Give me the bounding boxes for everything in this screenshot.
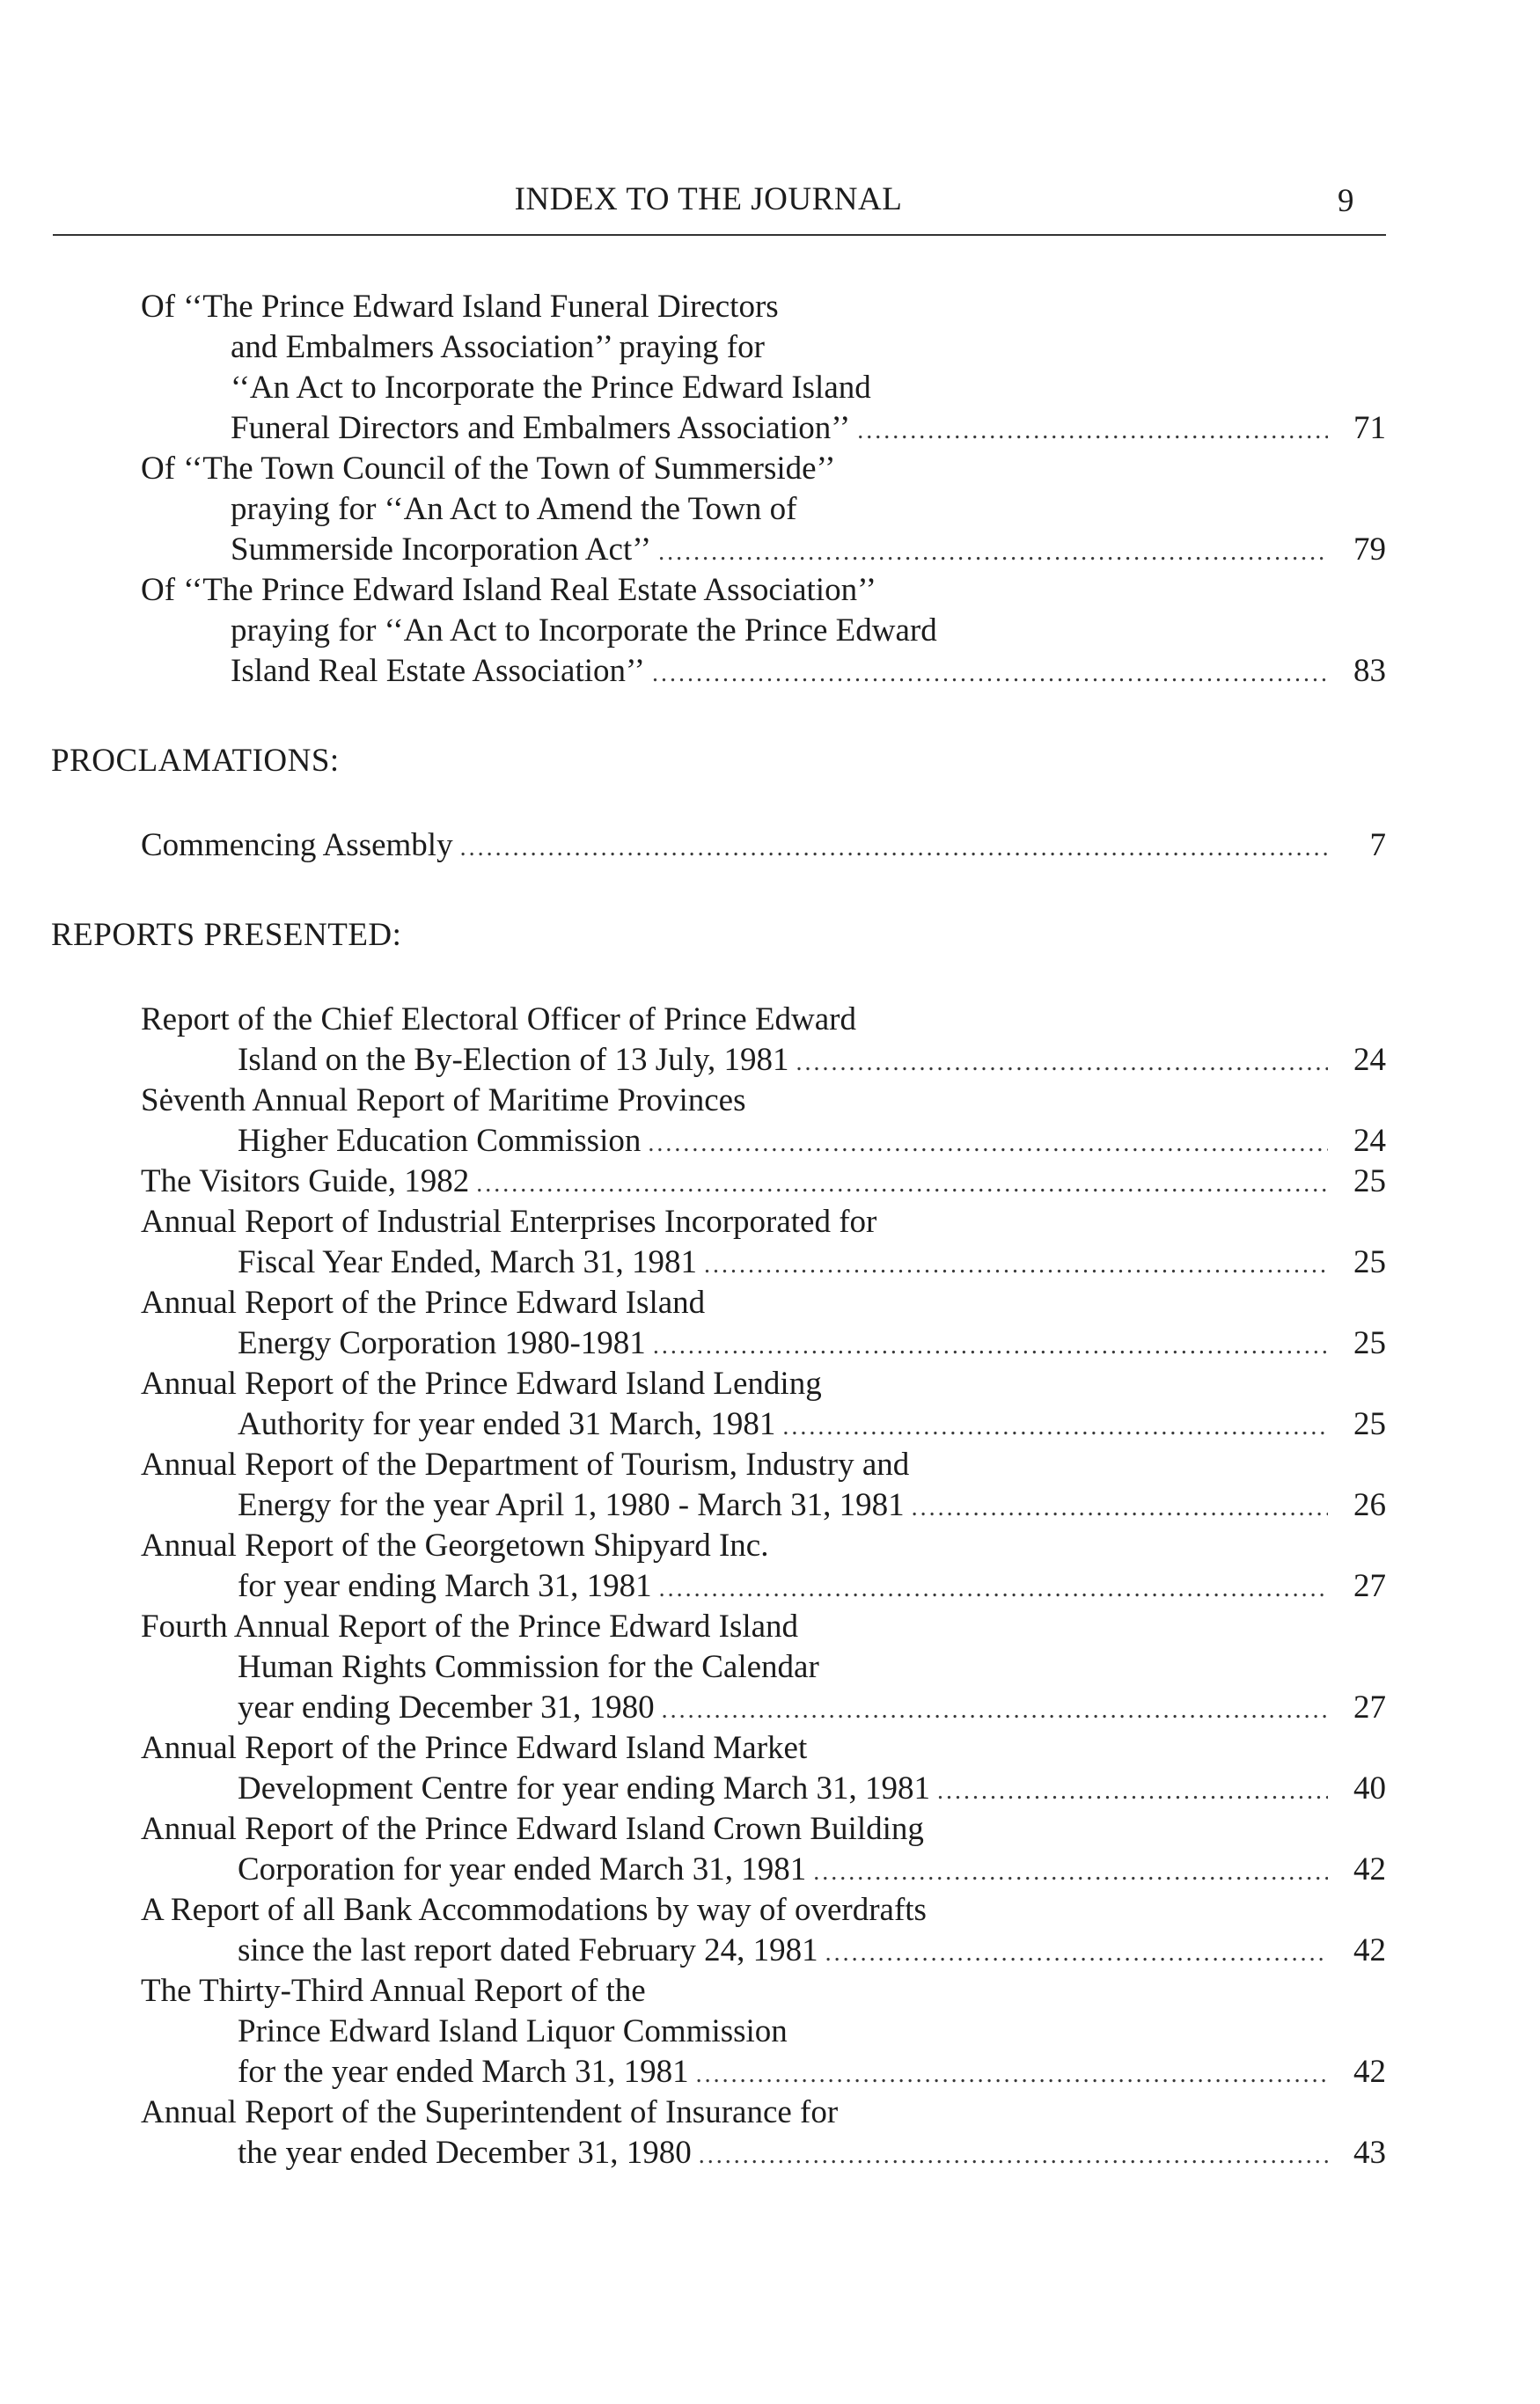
- dot-leader: [782, 1407, 1328, 1448]
- proclamations-list: [0, 825, 1540, 866]
- entry-page-reference: 26: [1353, 1487, 1386, 1523]
- entry-text: Authority for year ended 31 March, 1981: [238, 1406, 776, 1442]
- entry-title-line: [0, 825, 1386, 866]
- index-entry: [0, 570, 1540, 692]
- entry-title-line: [0, 1809, 1540, 1850]
- entry-text: Sėventh Annual Report of Maritime Provinces: [141, 1082, 746, 1118]
- entry-text: Annual Report of Industrial Enterprises Incorporated for: [141, 1204, 877, 1240]
- entry-text: Of ‘‘The Prince Edward Island Funeral Directors: [141, 289, 779, 325]
- entry-text: Prince Edward Island Liquor Commission: [238, 2013, 788, 2049]
- dot-leader: [912, 1488, 1328, 1528]
- entry-text: Annual Report of the Prince Edward Island Lending: [141, 1366, 822, 1402]
- entry-text: The Visitors Guide, 1982: [141, 1163, 470, 1199]
- entry-page-reference: 79: [1353, 531, 1386, 568]
- entry-continuation-line: [0, 1647, 1540, 1688]
- entry-page-reference: 27: [1353, 1568, 1386, 1604]
- entry-page-reference: 7: [1369, 827, 1386, 863]
- index-entry: [0, 2093, 1540, 2173]
- entry-page-reference: 24: [1353, 1042, 1386, 1078]
- dot-leader: [653, 1326, 1328, 1367]
- dot-leader: [796, 1043, 1328, 1083]
- dot-leader: [704, 1245, 1328, 1286]
- entry-text: since the last report dated February 24, 1981: [238, 1932, 818, 1968]
- entry-text: Fiscal Year Ended, March 31, 1981: [238, 1244, 698, 1280]
- page-title: INDEX TO THE JOURNAL: [514, 181, 903, 217]
- dot-leader: [825, 1933, 1328, 1974]
- entry-page-reference: 25: [1353, 1406, 1386, 1442]
- entry-title-line: [0, 287, 1540, 327]
- entry-title-line: [0, 1607, 1540, 1647]
- dot-leader: [652, 654, 1328, 694]
- index-entry: [0, 449, 1540, 570]
- entry-title-line: [0, 449, 1540, 489]
- entry-continuation-line: [0, 2012, 1540, 2052]
- entry-continuation-line: [0, 408, 1386, 449]
- entry-continuation-line: [0, 1688, 1386, 1728]
- entry-text: Annual Report of the Prince Edward Island Market: [141, 1730, 808, 1766]
- entry-title-line: [0, 570, 1540, 611]
- section-heading-proclamations: PROCLAMATIONS:: [51, 743, 340, 779]
- index-entry: [0, 287, 1540, 449]
- entry-page-reference: 25: [1353, 1163, 1386, 1199]
- entry-page-reference: 27: [1353, 1689, 1386, 1726]
- dot-leader: [648, 1124, 1328, 1164]
- entry-text: Annual Report of the Prince Edward Island Crown Building: [141, 1811, 924, 1847]
- running-head: [0, 172, 1540, 224]
- index-entry: [0, 1809, 1540, 1890]
- entry-title-line: [0, 1283, 1540, 1323]
- dot-leader: [658, 532, 1328, 573]
- entry-continuation-line: [0, 651, 1386, 692]
- petitions-continued-list: [0, 287, 1540, 692]
- entry-page-reference: 25: [1353, 1244, 1386, 1280]
- entry-page-reference: 25: [1353, 1325, 1386, 1361]
- entry-continuation-line: [0, 327, 1540, 368]
- section-heading-reports-presented: REPORTS PRESENTED:: [51, 917, 402, 953]
- entry-text: for the year ended March 31, 1981: [238, 2054, 689, 2090]
- entry-continuation-line: [0, 1404, 1386, 1445]
- index-entry: [0, 825, 1540, 866]
- entry-title-line: [0, 2093, 1540, 2133]
- entry-continuation-line: [0, 1121, 1386, 1162]
- index-entry: [0, 1445, 1540, 1526]
- entry-title-line: [0, 1526, 1540, 1566]
- entry-text: Of ‘‘The Prince Edward Island Real Estate Association’’: [141, 572, 876, 608]
- entry-continuation-line: [0, 1242, 1386, 1283]
- entry-page-reference: 43: [1353, 2135, 1386, 2171]
- dot-leader: [699, 2136, 1328, 2176]
- entry-title-line: [0, 1364, 1540, 1404]
- dot-leader: [857, 411, 1328, 451]
- reports-presented-list: [0, 1000, 1540, 2173]
- entry-text: Higher Education Commission: [238, 1123, 642, 1159]
- entry-text: and Embalmers Association’’ praying for: [231, 329, 765, 365]
- entry-page-reference: 83: [1353, 653, 1386, 689]
- entry-text: Energy for the year April 1, 1980 - March 31, 1981: [238, 1487, 905, 1523]
- dot-leader: [460, 828, 1328, 869]
- index-entry: [0, 1971, 1540, 2093]
- entry-continuation-line: [0, 368, 1540, 408]
- entry-continuation-line: [0, 2133, 1386, 2173]
- index-entry: [0, 1081, 1540, 1162]
- index-entry: [0, 1162, 1540, 1202]
- entry-text: A Report of all Bank Accommodations by way of overdrafts: [141, 1892, 927, 1928]
- entry-text: Island on the By-Election of 13 July, 1981: [238, 1042, 789, 1078]
- entry-continuation-line: [0, 1040, 1386, 1081]
- entry-continuation-line: [0, 1931, 1386, 1971]
- entry-text: Fourth Annual Report of the Prince Edward Island: [141, 1609, 799, 1645]
- dot-leader: [813, 1852, 1328, 1893]
- entry-text: The Thirty-Third Annual Report of the: [141, 1973, 646, 2009]
- entry-text: Summerside Incorporation Act’’: [231, 531, 652, 568]
- entry-text: Development Centre for year ending March 31, 1981: [238, 1770, 931, 1807]
- entry-text: Annual Report of the Georgetown Shipyard Inc.: [141, 1528, 769, 1564]
- entry-continuation-line: [0, 1485, 1386, 1526]
- index-entry: [0, 1728, 1540, 1809]
- entry-title-line: [0, 1971, 1540, 2012]
- entry-continuation-line: [0, 1850, 1386, 1890]
- index-entry: [0, 1000, 1540, 1081]
- entry-text: Funeral Directors and Embalmers Association’’: [231, 410, 851, 446]
- page-number: 9: [1338, 183, 1354, 219]
- entry-text: Human Rights Commission for the Calendar: [238, 1649, 819, 1685]
- entry-text: Report of the Chief Electoral Officer of Prince Edward: [141, 1001, 857, 1037]
- entry-text: for year ending March 31, 1981: [238, 1568, 652, 1604]
- index-entry: [0, 1202, 1540, 1283]
- entry-title-line: [0, 1202, 1540, 1242]
- entry-title-line: [0, 1890, 1540, 1931]
- entry-title-line: [0, 1162, 1386, 1202]
- index-content: [0, 287, 1540, 2173]
- entry-title-line: [0, 1081, 1540, 1121]
- entry-text: Corporation for year ended March 31, 1981: [238, 1851, 807, 1887]
- entry-page-reference: 24: [1353, 1123, 1386, 1159]
- entry-title-line: [0, 1000, 1540, 1040]
- entry-text: Commencing Assembly: [141, 827, 453, 863]
- entry-title-line: [0, 1728, 1540, 1769]
- entry-page-reference: 42: [1353, 1932, 1386, 1968]
- entry-text: Of ‘‘The Town Council of the Town of Summerside’’: [141, 451, 836, 487]
- entry-page-reference: 40: [1353, 1770, 1386, 1807]
- entry-continuation-line: [0, 1566, 1386, 1607]
- entry-page-reference: 42: [1353, 2054, 1386, 2090]
- entry-continuation-line: [0, 1323, 1386, 1364]
- entry-text: ‘‘An Act to Incorporate the Prince Edward Island: [231, 370, 871, 406]
- index-entry: [0, 1607, 1540, 1728]
- index-entry: [0, 1364, 1540, 1445]
- entry-text: Annual Report of the Prince Edward Island: [141, 1285, 706, 1321]
- entry-text: Energy Corporation 1980-1981: [238, 1325, 646, 1361]
- dot-leader: [937, 1771, 1328, 1812]
- entry-continuation-line: [0, 1769, 1386, 1809]
- dot-leader: [662, 1690, 1328, 1731]
- entry-text: praying for ‘‘An Act to Incorporate the Prince Edward: [231, 612, 937, 649]
- entry-title-line: [0, 1445, 1540, 1485]
- entry-page-reference: 42: [1353, 1851, 1386, 1887]
- index-entry: [0, 1890, 1540, 1971]
- entry-text: the year ended December 31, 1980: [238, 2135, 692, 2171]
- entry-continuation-line: [0, 611, 1540, 651]
- entry-text: Annual Report of the Department of Tourism, Industry and: [141, 1447, 910, 1483]
- entry-page-reference: 71: [1353, 410, 1386, 446]
- entry-continuation-line: [0, 530, 1386, 570]
- dot-leader: [476, 1164, 1328, 1205]
- dot-leader: [659, 1569, 1328, 1609]
- entry-text: praying for ‘‘An Act to Amend the Town of: [231, 491, 797, 527]
- index-entry: [0, 1526, 1540, 1607]
- entry-text: Island Real Estate Association’’: [231, 653, 645, 689]
- entry-continuation-line: [0, 489, 1540, 530]
- header-rule: [53, 234, 1386, 236]
- entry-text: Annual Report of the Superintendent of Insurance for: [141, 2094, 839, 2130]
- index-entry: [0, 1283, 1540, 1364]
- dot-leader: [696, 2055, 1328, 2095]
- entry-text: year ending December 31, 1980: [238, 1689, 655, 1726]
- entry-continuation-line: [0, 2052, 1386, 2093]
